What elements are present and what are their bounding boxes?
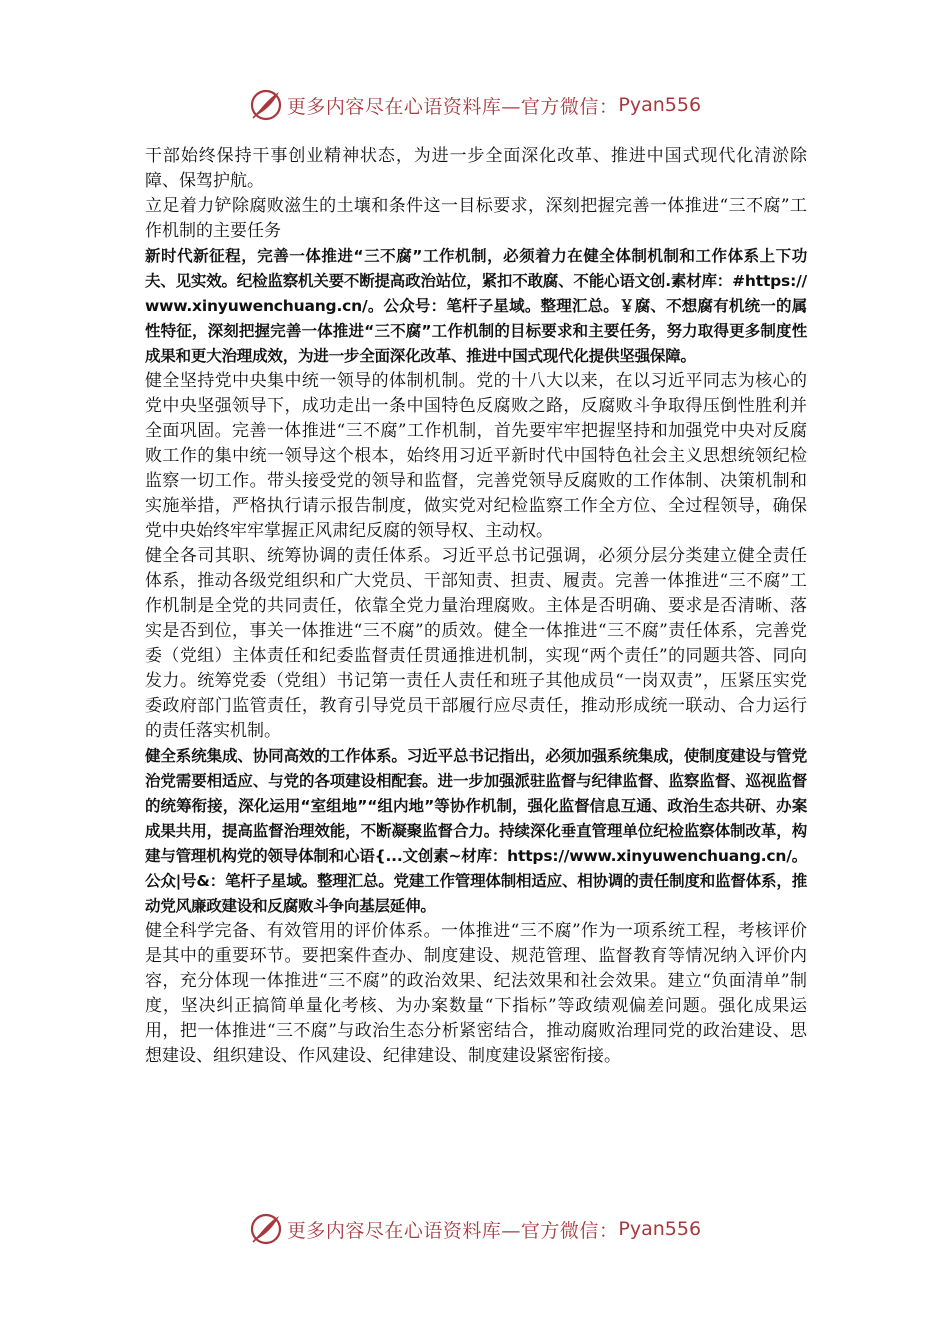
- quill-logo-icon: [249, 1212, 283, 1246]
- footer-banner: [0, 1206, 950, 1252]
- quill-logo-icon: [249, 88, 283, 122]
- section-heading: 立足着力铲除腐败滋生的土壤和条件这一目标要求，深刻把握完善一体推进“三不腐”工作机制的主要任务: [145, 196, 807, 241]
- wechat-id: Pyan556: [618, 94, 702, 116]
- paragraph-3: 健全坚持党中央集中统一领导的体制机制。党的十八大以来，在以习近平同志为核心的党中央坚强领导下，成功走出一条中国特色反腐败之路，反腐败斗争取得压倒性胜利并全面巩固。完善一体推进“三不腐”工作机制，首先要牢牢把握坚持和加强党中央对反腐败工作的集中统一领导这个根本，始终用习近平新时代中国特色社会主义思想统领纪检监察一切工作。带头接受党的领导和监督，完善党领导反腐败的工作体制、决策机制和实施举措，严格执行请示报告制度，做实党对纪检监察工作全方位、全过程领导，确保党中央始终牢牢掌握正风肃纪反腐的领导权、主动权。: [145, 371, 807, 541]
- wechat-id: Pyan556: [618, 1218, 702, 1240]
- paragraph-6: 健全科学完备、有效管用的评价体系。一体推进“三不腐”作为一项系统工程，考核评价是其中的重要环节。要把案件查办、制度建设、规范管理、监督教育等情况纳入评价内容，充分体现一体推进“三不腐”的政治效果、纪法效果和社会效果。建立“负面清单”制度，坚决纠正搞简单量化考核、为办案数量“下指标”等政绩观偏差问题。强化成果运用，把一体推进“三不腐”与政治生态分析紧密结合，推动腐败治理同党的政治建设、思想建设、组织建设、作风建设、纪律建设、制度建设紧密衔接。: [145, 921, 807, 1066]
- article-body: [145, 144, 807, 1069]
- banner-text: 更多内容尽在心语资料库—官方微信：: [286, 95, 619, 118]
- header-banner: [0, 82, 950, 128]
- paragraph-5: 健全系统集成、协同高效的工作体系。习近平总书记指出，必须加强系统集成，使制度建设与管党治党需要相适应、与党的各项建设相配套。进一步加强派驻监督与纪律监督、监察监督、巡视监督的统筹衔接，深化运用“室组地”“组内地”等协作机制，强化监督信息互通、政治生态共研、办案成果共用，提高监督治理效能，不断凝聚监督合力。持续深化垂直管理单位纪检监察体制改革，构建与管理机构党的领导体制和心语{...文创素~材库：https://www.xinyuwenchuang.cn/。公众|号&：笔杆子星域。整理汇总。党建工作管理体制相适应、相协调的责任制度和监督体系，推动党风廉政建设和反腐败斗争向基层延伸。: [145, 747, 807, 915]
- paragraph-1: 干部始终保持干事创业精神状态，为进一步全面深化改革、推进中国式现代化清淤除障、保驾护航。: [145, 146, 807, 191]
- paragraph-4: 健全各司其职、统筹协调的责任体系。习近平总书记强调，必须分层分类建立健全责任体系，推动各级党组织和广大党员、干部知责、担责、履责。完善一体推进“三不腐”工作机制是全党的共同责任，依靠全党力量治理腐败。主体是否明确、要求是否清晰、落实是否到位，事关一体推进“三不腐”的质效。健全一体推进“三不腐”责任体系，完善党委（党组）主体责任和纪委监督责任贯通推进机制，实现“两个责任”的同题共答、同向发力。统筹党委（党组）书记第一责任人责任和班子其他成员“一岗双责”，压紧压实党委政府部门监管责任，教育引导党员干部履行应尽责任，推动形成统一联动、合力运行的责任落实机制。: [145, 546, 807, 741]
- paragraph-2: 新时代新征程，完善一体推进“三不腐”工作机制，必须着力在健全体制机制和工作体系上下功夫、见实效。纪检监察机关要不断提高政治站位，紧扣不敢腐、不能心语文创.素材库：#https://www.xinyuwenchuang.cn/。公众号：笔杆子星域。整理汇总。￥腐、不想腐有机统一的属性特征，深刻把握完善一体推进“三不腐”工作机制的目标要求和主要任务，努力取得更多制度性成果和更大治理成效，为进一步全面深化改革、推进中国式现代化提供坚强保障。: [145, 247, 807, 365]
- banner-text: 更多内容尽在心语资料库—官方微信：: [286, 1219, 619, 1242]
